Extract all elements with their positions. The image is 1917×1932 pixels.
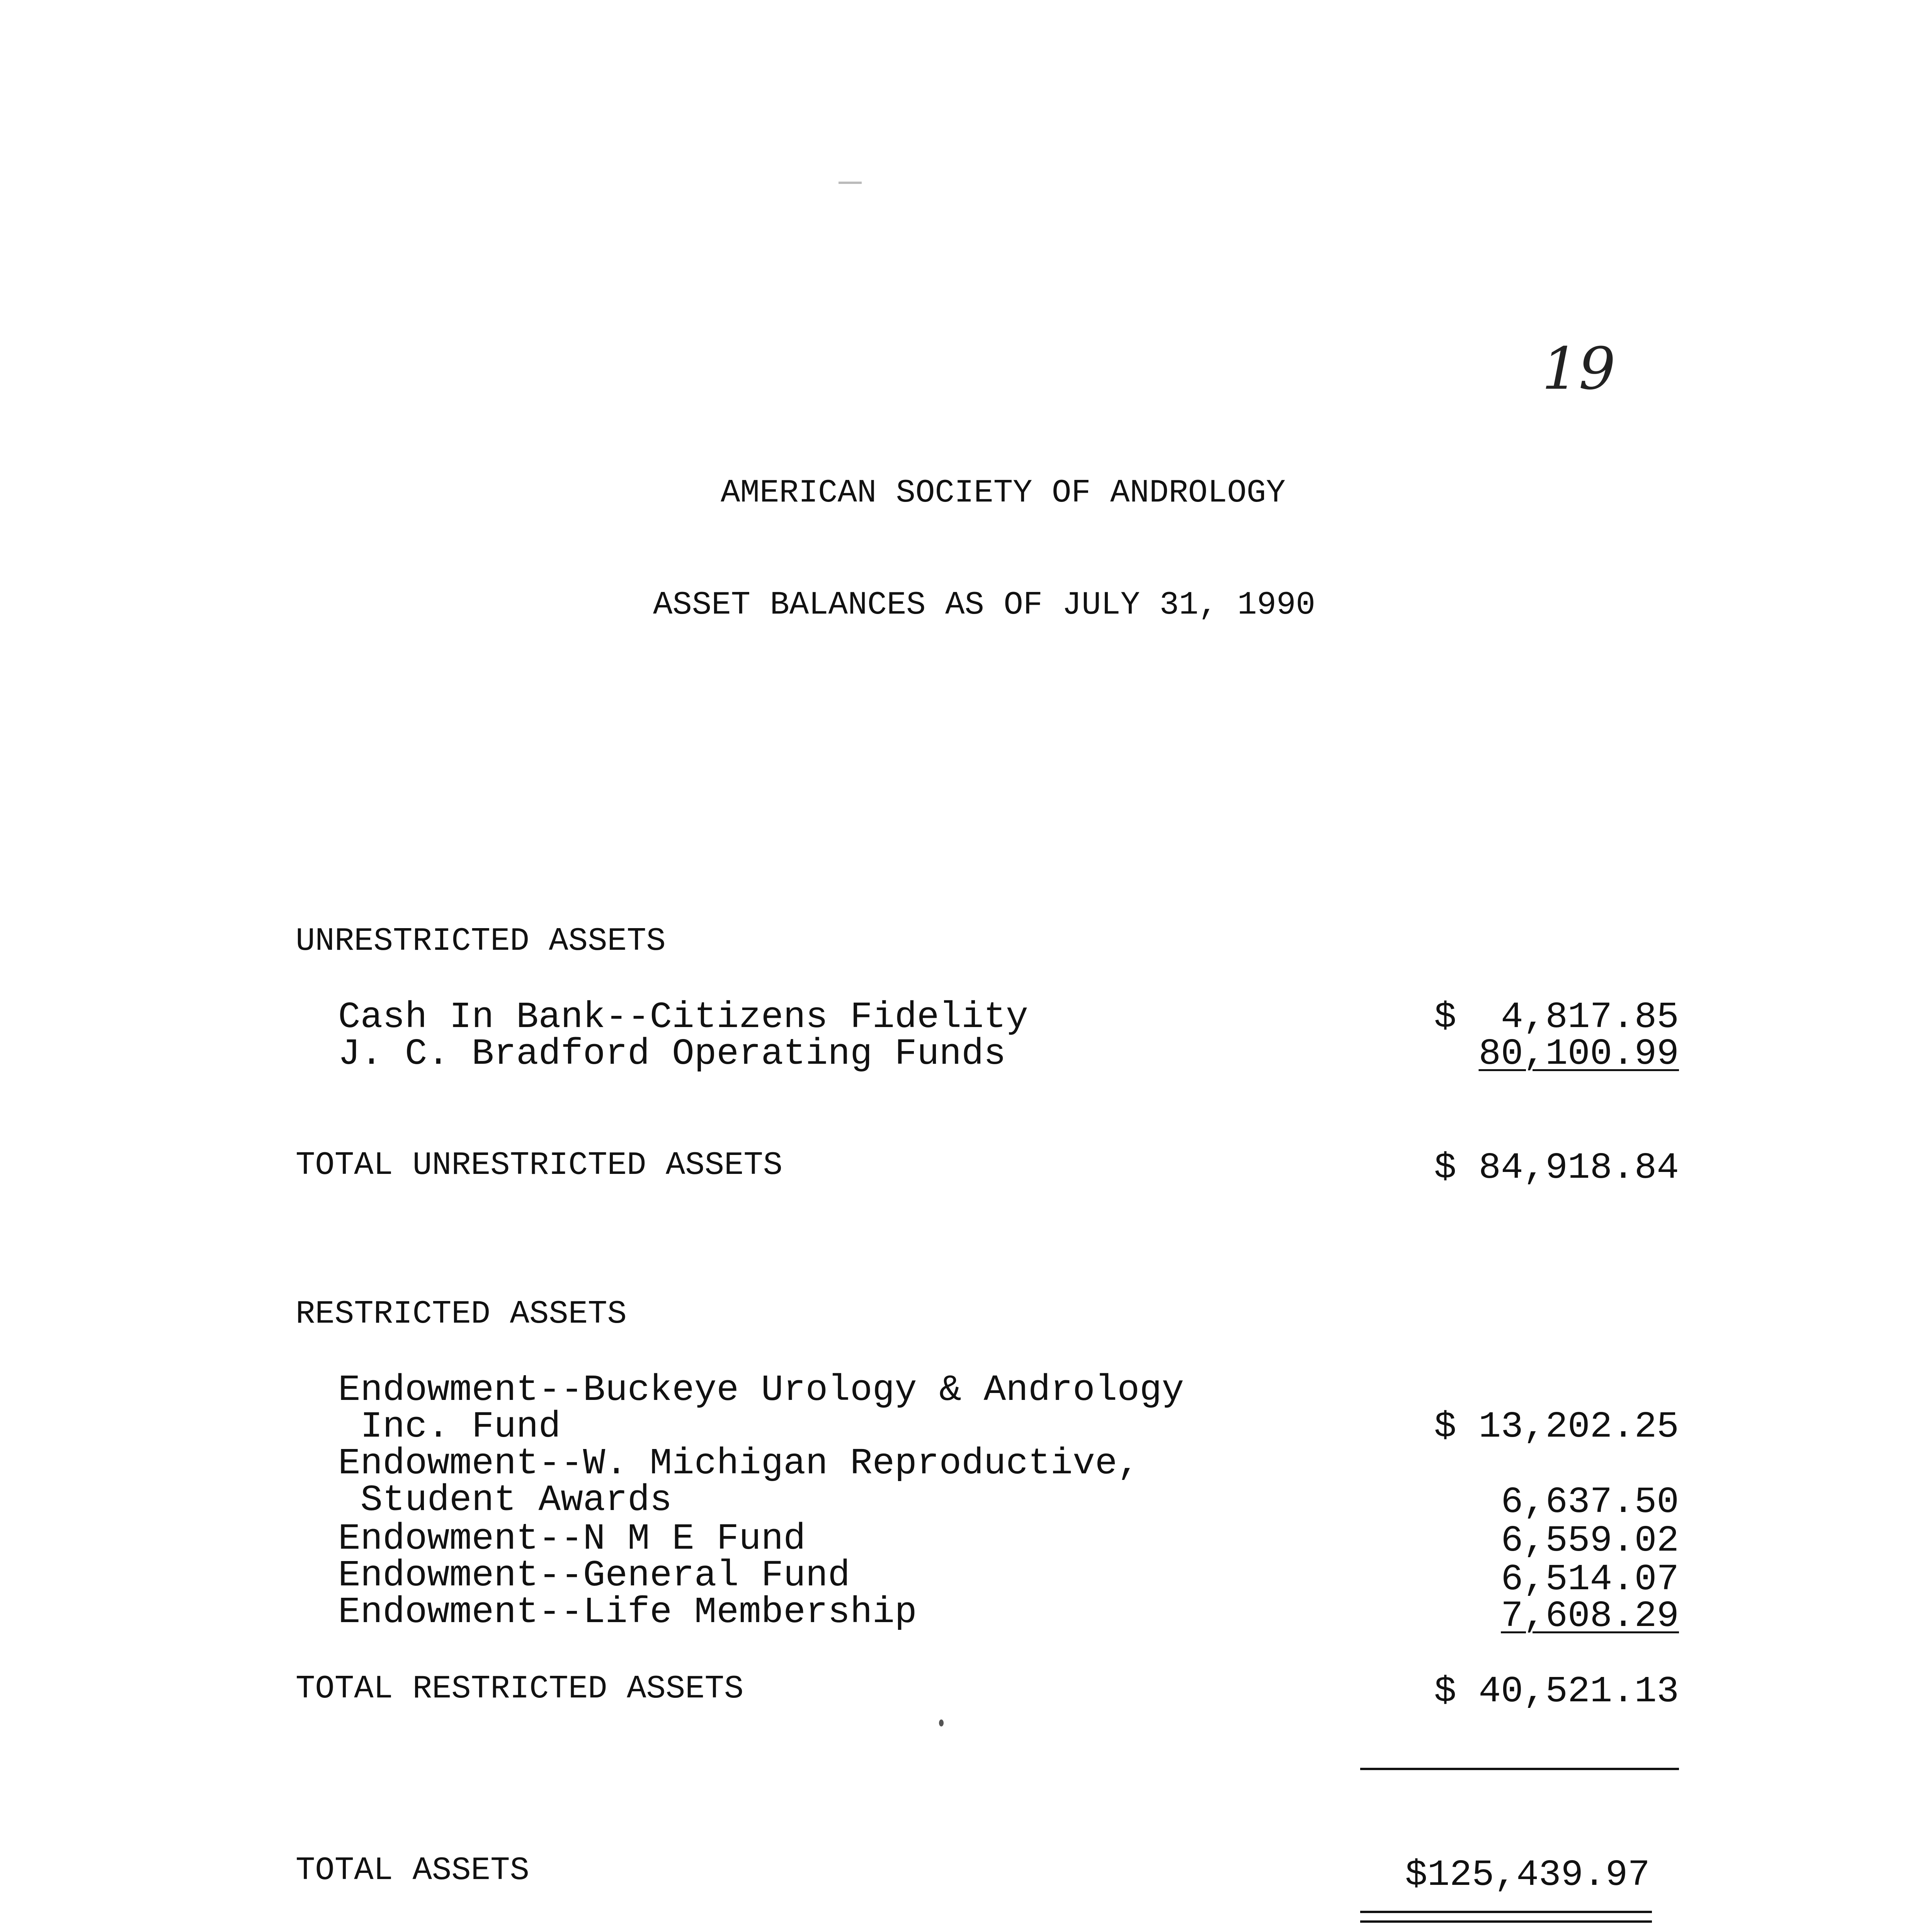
stray-mark [839, 182, 862, 184]
stray-speck [939, 1719, 944, 1726]
total-double-rule-bottom [1360, 1920, 1652, 1923]
restricted-item-label: Endowment--Buckeye Urology & Andrology [338, 1369, 1184, 1411]
unrestricted-item-label: Cash In Bank--Citizens Fidelity [338, 996, 1028, 1038]
restricted-item-amount: 6,559.02 [1501, 1520, 1679, 1562]
unrestricted-item-label: J. C. Bradford Operating Funds [338, 1033, 1006, 1075]
total-unrestricted-label: TOTAL UNRESTRICTED ASSETS [296, 1147, 783, 1184]
restricted-item-label-continued: Student Awards [338, 1479, 672, 1521]
restricted-item-label: Endowment--General Fund [338, 1554, 850, 1597]
restricted-item-label: Endowment--N M E Fund [338, 1518, 806, 1560]
total-restricted-label: TOTAL RESTRICTED ASSETS [296, 1671, 744, 1708]
unrestricted-item-amount: $ 4,817.85 [1434, 996, 1679, 1038]
total-assets-amount: $125,439.97 [1405, 1854, 1650, 1896]
restricted-item-amount: 6,637.50 [1501, 1481, 1679, 1523]
total-single-rule [1360, 1768, 1679, 1770]
restricted-item-amount: $ 13,202.25 [1434, 1406, 1679, 1448]
total-assets-label: TOTAL ASSETS [296, 1852, 529, 1889]
restricted-heading: RESTRICTED ASSETS [296, 1296, 627, 1333]
organization-title: AMERICAN SOCIETY OF ANDROLOGY [721, 475, 1286, 512]
restricted-item-label-continued: Inc. Fund [338, 1406, 561, 1448]
unrestricted-heading: UNRESTRICTED ASSETS [296, 923, 666, 960]
total-double-rule-top [1360, 1911, 1652, 1913]
report-subtitle: ASSET BALANCES AS OF JULY 31, 1990 [653, 587, 1315, 624]
handwritten-page-number: 19 [1542, 335, 1616, 403]
total-unrestricted-amount: $ 84,918.84 [1434, 1147, 1679, 1189]
restricted-item-label: Endowment--W. Michigan Reproductive, [338, 1442, 1140, 1485]
restricted-item-amount: 6,514.07 [1501, 1558, 1679, 1600]
unrestricted-item-amount: 80,100.99 [1478, 1033, 1679, 1075]
restricted-item-amount: 7,608.29 [1501, 1595, 1679, 1637]
restricted-item-label: Endowment--Life Membership [338, 1591, 917, 1633]
total-restricted-amount: $ 40,521.13 [1434, 1670, 1679, 1713]
